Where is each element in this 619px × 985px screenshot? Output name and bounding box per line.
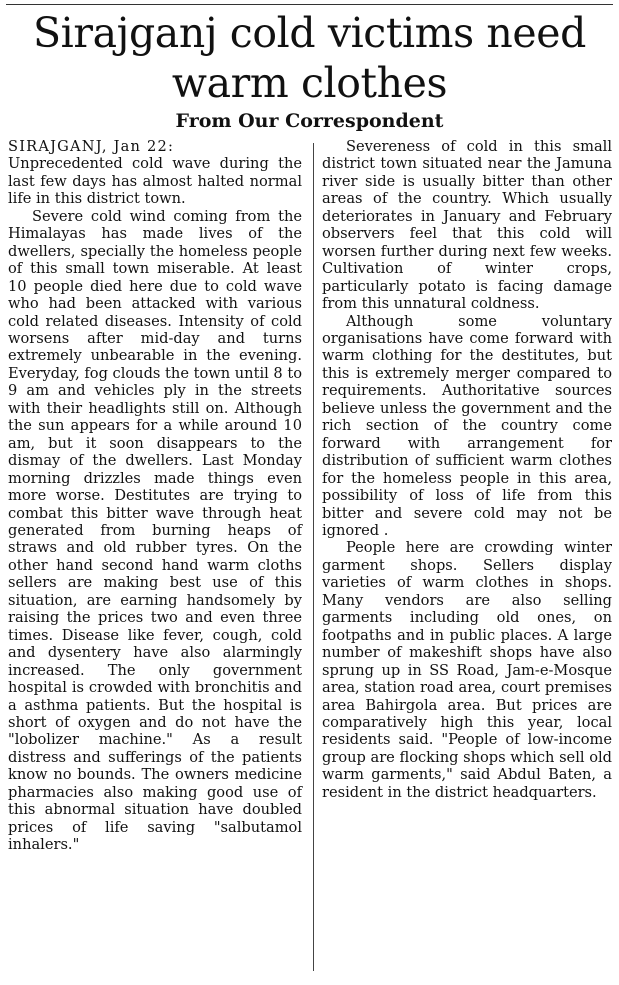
paragraph-4: Although some voluntary organisations have come forward with warm clothing for the destitutes, but this is extremely merger compared to requirements. Authoritative sources believe unless the government and the rich section of the country come forward with arrangement for distribution of sufficient warm clothes for the homeless people in this area, possibility of loss of life from this bitter and severe cold may not be ignored . (322, 312, 612, 539)
paragraph-5: People here are crowding winter garment shops. Sellers display varieties of warm clothes in shops. Many vendors are also selling garments including old ones, on footpaths and in public places. A large number of makeshift shops have also sprung up in SS Road, Jam-e-Mosque area, station road area, court premises area Bahirgola area. But prices are comparatively high this year, local residents said. "People of low-income group are flocking shops which sell old warm garments," said Abdul Baten, a resident in the district headquarters. (322, 539, 612, 801)
paragraph-2: Severe cold wind coming from the Himalayas has made lives of the dwellers, specially the homeless people of this small town miserable. At least 10 people died here due to cold wave who had been attacked with various cold related diseases. Intensity of cold worsens after mid-day and turns extremely unbearable in the evening. Everyday, fog clouds the town until 8 to 9 am and vehicles ply in the streets with their headlights still on. Although the sun appears for a while around 10 am, but it soon disappears to the dismay of the dwellers. Last Monday morning drizzles made things even more worse. Destitutes are trying to combat this bitter wave through heat generated from burning heaps of straws and old rubber tyres. On the other hand second hand warm cloths sellers are making best use of this situation, are earning handsomely by raising the prices two and even three times. Disease like fever, cough, cold and dysentery have also alarmingly increased. The only government hospital is crowded with bronchitis and a asthma patients. But the hospital is short of oxygen and do not have the "lobolizer machine." As a result distress and sufferings of the patients know no bounds. The owners medicine pharmacies also making good use of this abnormal situation have doubled prices of life saving "salbutamol inhalers." (8, 207, 302, 854)
article-column-left (8, 138, 302, 854)
paragraph-3: Severeness of cold in this small district town situated near the Jamuna river side is usually bitter than other areas of the country. Which usually deteriorates in January and February observers feel that this cold will worsen further during next few weeks. Cultivation of winter crops, particularly potato is facing damage from this unnatural coldness. (322, 138, 612, 313)
headline-line-1: Sirajganj cold victims need (33, 9, 586, 57)
headline (0, 8, 619, 108)
dateline: SIRAJGANJ, Jan 22: (8, 138, 175, 155)
dateline-paragraph (8, 138, 302, 208)
top-rule (6, 4, 613, 5)
article-column-right (322, 138, 612, 801)
headline-line-2: warm clothes (171, 59, 448, 107)
column-divider (313, 143, 314, 971)
paragraph-1: Unprecedented cold wave during the last few days has almost halted normal life in this district town. (8, 155, 302, 208)
byline: From Our Correspondent (175, 110, 444, 132)
